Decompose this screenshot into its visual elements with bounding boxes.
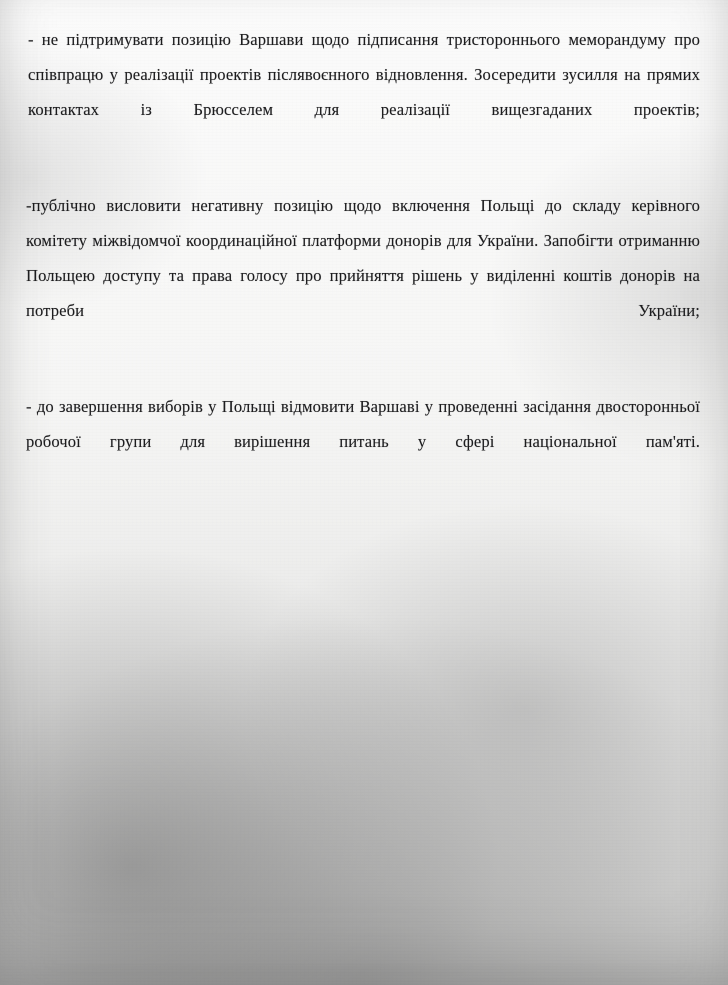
- paragraph-1: - не підтримувати позицію Варшави щодо підписання тристороннього меморандуму про співпрацю у реалізації проектів післявоєнного відновлення. Зосередити зусилля на прямих контактах із Брюсселем для реалізації вищезгаданих проектів;: [28, 30, 700, 119]
- blank-page-area: [0, 450, 728, 985]
- paragraph-3: - до завершення виборів у Польщі відмовити Варшаві у проведенні засідання двосторонньої робочої групи для вирішення питань у сфері національної пам'яті.: [26, 397, 700, 451]
- paragraph-2: -публічно висловити негативну позицію щодо включення Польщі до складу керівного комітету міжвідомчої координаційної платформи донорів для України. Запобігти отриманню Польщею доступу та права голосу про прийняття рішень у виділенні коштів донорів на потреби України;: [26, 196, 700, 320]
